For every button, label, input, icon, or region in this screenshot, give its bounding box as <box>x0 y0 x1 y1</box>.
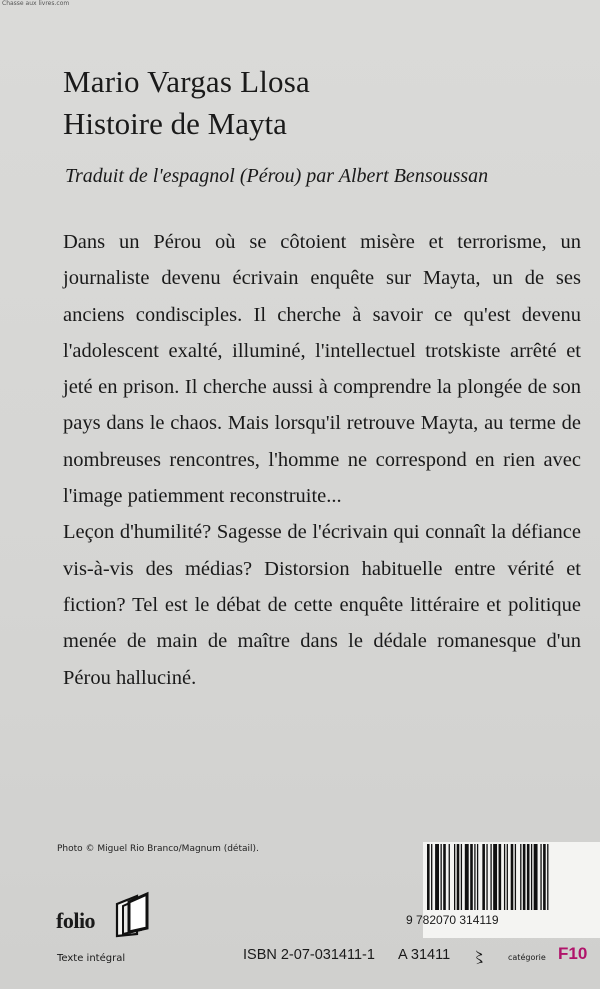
blurb-paragraph-1: Dans un Pérou où se côtoient misère et terrorisme, un journaliste devenu écrivain enquête sur Mayta, un de ses anciens condisciples. Il cherche à savoir ce qu'est devenu l'adolescent exalté, illuminé, l'intellectuel trotskiste arrêté et jeté en prison. Il cherche aussi à comprendre la plongée de son pays dans le chaos. Mais lorsqu'il retrouve Mayta, au terme de nombreuses rencontres, l'homme ne correspond en rien avec l'image patiemment reconstruite... <box>63 231 581 508</box>
barcode-bar <box>470 844 473 910</box>
barcode-bar <box>474 844 475 910</box>
barcode-bar <box>443 844 446 910</box>
photo-credit: Photo © Miguel Rio Branco/Magnum (détail). <box>57 844 259 854</box>
barcode-bar <box>547 844 548 910</box>
barcode-bar <box>504 844 505 910</box>
category-label: catégorie <box>508 953 546 962</box>
category-code: F10 <box>558 944 588 963</box>
translator-credit: Traduit de l'espagnol (Pérou) par Albert Bensoussan <box>65 165 489 187</box>
barcode-bar <box>507 844 508 910</box>
barcode-bar <box>465 844 469 910</box>
book-title: Histoire de Mayta <box>63 106 287 141</box>
barcode-bar <box>534 844 538 910</box>
barcode-bar <box>531 844 532 910</box>
edition-note: Texte intégral <box>57 953 126 964</box>
barcode-bar <box>431 844 432 910</box>
barcode-bar <box>477 844 478 910</box>
barcode-bar <box>482 844 485 910</box>
isbn: ISBN 2-07-031411-1 <box>243 947 375 963</box>
barcode-bars <box>423 842 600 912</box>
barcode-bar <box>540 844 541 910</box>
barcode-bar <box>454 844 455 910</box>
barcode-bar <box>486 844 487 910</box>
barcode-bar <box>493 844 497 910</box>
barcode-bar <box>520 844 521 910</box>
folio-book-icon <box>111 890 151 938</box>
barcode-bar <box>515 844 516 910</box>
watermark: Chasse aux livres.com <box>2 0 70 7</box>
barcode-bar <box>511 844 514 910</box>
barcode-bar <box>499 844 502 910</box>
catalog-glyph: 〻 <box>471 948 488 967</box>
barcode-bar <box>435 844 439 910</box>
barcode-bar <box>543 844 546 910</box>
barcode-digits: 9 782070 314119 <box>406 913 499 927</box>
folio-wordmark: folio <box>56 908 96 933</box>
barcode-bar <box>427 844 430 910</box>
folio-logo <box>56 890 166 940</box>
barcode-bar <box>527 844 530 910</box>
blurb-paragraph-2: Leçon d'humilité? Sagesse de l'écrivain qui connaît la défiance vis-à-vis des médias? Distorsion habituelle entre vérité et fiction? Tel est le débat de cette enquête littéraire et politique menée de main de maître dans le dédale romanesque d'un Pérou halluciné. <box>63 521 581 689</box>
barcode-bar <box>457 844 460 910</box>
barcode-bar <box>461 844 462 910</box>
barcode-bar <box>441 844 442 910</box>
barcode-bar <box>523 844 526 910</box>
barcode-bar <box>449 844 450 910</box>
blurb <box>63 224 581 696</box>
author-name: Mario Vargas Llosa <box>63 64 310 99</box>
catalog-code: A 31411 <box>398 947 451 963</box>
barcode-bar <box>490 844 491 910</box>
